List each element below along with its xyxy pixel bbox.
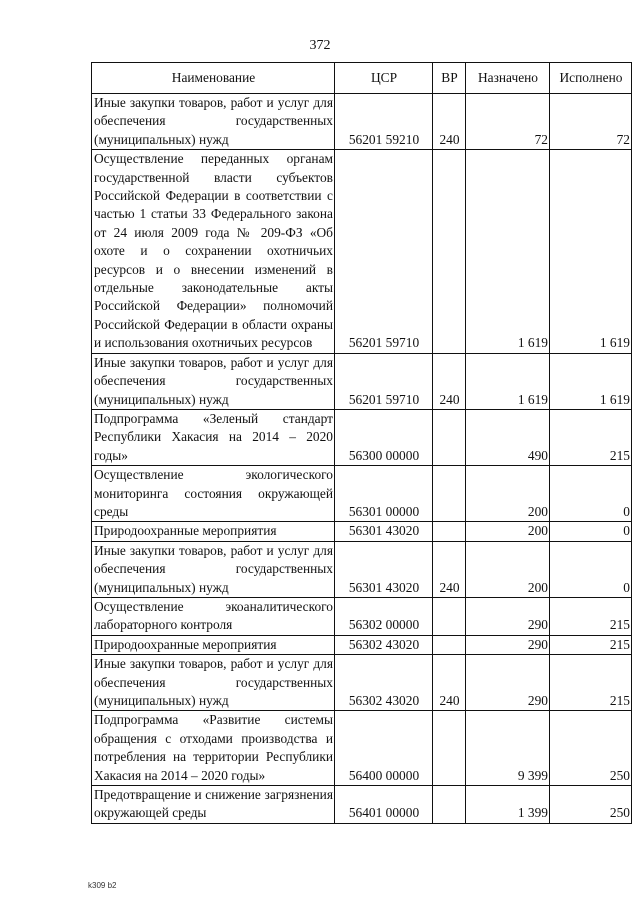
cell-vr: [433, 522, 466, 541]
cell-csr: 56201 59710: [335, 150, 433, 353]
table-row: [92, 597, 632, 635]
table-row: [92, 522, 632, 541]
column-header-vr: ВР: [433, 63, 466, 94]
cell-assigned: 1 399: [466, 786, 550, 824]
cell-assigned: 1 619: [466, 150, 550, 353]
cell-assigned: 200: [466, 522, 550, 541]
column-header-executed: Исполнено: [550, 63, 632, 94]
column-header-assigned: Назначено: [466, 63, 550, 94]
table-row: [92, 541, 632, 597]
cell-assigned: 200: [466, 466, 550, 522]
cell-csr: 56301 43020: [335, 541, 433, 597]
cell-vr: 240: [433, 655, 466, 711]
cell-vr: 240: [433, 541, 466, 597]
budget-table: [91, 62, 632, 824]
cell-vr: [433, 711, 466, 786]
cell-assigned: 290: [466, 635, 550, 654]
cell-csr: 56201 59210: [335, 94, 433, 150]
footer-code: k309 b2: [88, 881, 117, 890]
cell-vr: [433, 786, 466, 824]
cell-name: Иные закупки товаров, работ и услуг для обеспечения государственных (муниципальных) нужд: [92, 655, 335, 711]
cell-assigned: 72: [466, 94, 550, 150]
cell-name: Природоохранные мероприятия: [92, 522, 335, 541]
cell-vr: [433, 466, 466, 522]
header-row: [92, 63, 632, 94]
cell-name: Предотвращение и снижение загрязнения окружающей среды: [92, 786, 335, 824]
table-row: [92, 655, 632, 711]
cell-name: Подпрограмма «Зеленый стандарт Республики Хакасия на 2014 – 2020 годы»: [92, 409, 335, 465]
cell-name: Осуществление экологического мониторинга состояния окружающей среды: [92, 466, 335, 522]
cell-assigned: 1 619: [466, 353, 550, 409]
cell-vr: [433, 409, 466, 465]
cell-executed: 215: [550, 409, 632, 465]
cell-vr: 240: [433, 353, 466, 409]
cell-csr: 56201 59710: [335, 353, 433, 409]
table-row: [92, 409, 632, 465]
page-number: 372: [309, 38, 331, 53]
cell-csr: 56302 00000: [335, 597, 433, 635]
cell-assigned: 290: [466, 597, 550, 635]
cell-executed: 250: [550, 711, 632, 786]
cell-csr: 56401 00000: [335, 786, 433, 824]
cell-csr: 56301 43020: [335, 522, 433, 541]
cell-executed: 1 619: [550, 353, 632, 409]
table-header: [92, 63, 632, 94]
table-row: [92, 353, 632, 409]
cell-assigned: 200: [466, 541, 550, 597]
cell-executed: 1 619: [550, 150, 632, 353]
cell-assigned: 9 399: [466, 711, 550, 786]
column-header-csr: ЦСР: [335, 63, 433, 94]
cell-executed: 215: [550, 655, 632, 711]
cell-executed: 0: [550, 541, 632, 597]
table-row: [92, 94, 632, 150]
cell-executed: 0: [550, 466, 632, 522]
cell-name: Осуществление переданных органам государственной власти субъектов Российской Федерации в соответствии с частью 1 статьи 33 Федерального закона от 24 июля 2009 года № 209-ФЗ «Об охоте и о сохранении охотничьих ресурсов и о внесении изменений в отдельные законодательные акты Российской Федерации» полномочий Российской Федерации в области охраны и использования охотничьих ресурсов: [92, 150, 335, 353]
cell-csr: 56301 00000: [335, 466, 433, 522]
cell-csr: 56302 43020: [335, 655, 433, 711]
cell-executed: 215: [550, 597, 632, 635]
table-body: [92, 94, 632, 824]
cell-executed: 250: [550, 786, 632, 824]
cell-vr: [433, 635, 466, 654]
cell-name: Осуществление экоаналитического лабораторного контроля: [92, 597, 335, 635]
cell-name: Иные закупки товаров, работ и услуг для обеспечения государственных (муниципальных) нужд: [92, 94, 335, 150]
cell-csr: 56302 43020: [335, 635, 433, 654]
table-row: [92, 466, 632, 522]
cell-csr: 56400 00000: [335, 711, 433, 786]
cell-assigned: 290: [466, 655, 550, 711]
cell-name: Природоохранные мероприятия: [92, 635, 335, 654]
column-header-name: Наименование: [92, 63, 335, 94]
table-row: [92, 786, 632, 824]
table-row: [92, 150, 632, 353]
cell-name: Иные закупки товаров, работ и услуг для обеспечения государственных (муниципальных) нужд: [92, 353, 335, 409]
table-row: [92, 635, 632, 654]
table-row: [92, 711, 632, 786]
cell-executed: 215: [550, 635, 632, 654]
cell-vr: [433, 597, 466, 635]
cell-vr: [433, 150, 466, 353]
cell-executed: 0: [550, 522, 632, 541]
cell-name: Иные закупки товаров, работ и услуг для обеспечения государственных (муниципальных) нужд: [92, 541, 335, 597]
cell-csr: 56300 00000: [335, 409, 433, 465]
cell-name: Подпрограмма «Развитие системы обращения с отходами производства и потребления на территории Республики Хакасия на 2014 – 2020 годы»: [92, 711, 335, 786]
cell-assigned: 490: [466, 409, 550, 465]
cell-executed: 72: [550, 94, 632, 150]
cell-vr: 240: [433, 94, 466, 150]
